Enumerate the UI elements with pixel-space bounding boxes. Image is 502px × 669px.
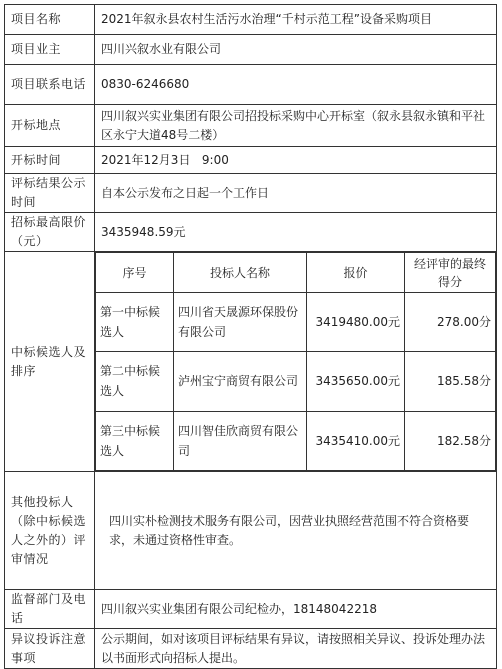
owner-value: 四川兴叙水业有限公司 [95,35,497,65]
period-value: 自本公示发布之日起一个工作日 [95,174,497,213]
candidate-price: 3435650.00元 [307,352,405,411]
candidates-table [95,252,496,471]
location-label: 开标地点 [5,105,95,147]
candidate-rank: 第二中标候选人 [96,352,174,411]
candidates-header-row [96,253,496,293]
candidate-name: 泸州宝宁商贸有限公司 [174,352,307,411]
project-name-label: 项目名称 [5,5,95,35]
candidate-price: 3435410.00元 [307,411,405,470]
table-row [96,352,496,411]
table-row [96,411,496,470]
max-price-value: 3435948.59元 [95,213,497,252]
header-name: 投标人名称 [174,253,307,293]
project-name-value: 2021年叙永县农村生活污水治理“千村示范工程”设备采购项目 [95,5,497,35]
candidate-rank: 第三中标候选人 [96,411,174,470]
candidate-rank: 第一中标候选人 [96,293,174,352]
row-location [5,105,497,147]
row-candidates [5,252,497,472]
row-objection [5,629,497,669]
supervisor-value: 四川叙兴实业集团有限公司纪检办，18148042218 [95,590,497,629]
table-row [96,293,496,352]
candidate-price: 3419480.00元 [307,293,405,352]
supervisor-label: 监督部门及电话 [5,590,95,629]
candidate-score: 278.00分 [405,293,496,352]
candidates-cell [95,252,497,472]
contact-value: 0830-6246680 [95,65,497,105]
row-owner [5,35,497,65]
bid-result-table [4,4,497,669]
header-rank: 序号 [96,253,174,293]
row-period [5,174,497,213]
period-label: 评标结果公示时间 [5,174,95,213]
time-label: 开标时间 [5,147,95,174]
others-label: 其他投标人（除中标候选人之外的）评审情况 [5,472,95,590]
candidate-score: 182.58分 [405,411,496,470]
header-price: 报价 [307,253,405,293]
row-project-name [5,5,497,35]
owner-label: 项目业主 [5,35,95,65]
candidates-label: 中标候选人及排序 [5,252,95,472]
candidate-score: 185.58分 [405,352,496,411]
others-value: 四川实朴检测技术服务有限公司，因营业执照经营范围不符合资格要求，未通过资格性审查。 [95,472,497,590]
candidate-name: 四川省天晟源环保股份有限公司 [174,293,307,352]
row-others [5,472,497,590]
row-time [5,147,497,174]
row-supervisor [5,590,497,629]
location-value: 四川叙兴实业集团有限公司招投标采购中心开标室（叙永县叙永镇和平社区永宁大道48号二楼） [95,105,497,147]
objection-label: 异议投诉注意事项 [5,629,95,669]
time-value: 2021年12月3日 9:00 [95,147,497,174]
header-score: 经评审的最终得分 [405,253,496,293]
objection-value: 公示期间，如对该项目评标结果有异议，请按照相关异议、投诉处理办法以书面形式向招标人提出。 [95,629,497,669]
row-contact [5,65,497,105]
row-max-price [5,213,497,252]
contact-label: 项目联系电话 [5,65,95,105]
candidate-name: 四川智佳欣商贸有限公司 [174,411,307,470]
max-price-label: 招标最高限价（元） [5,213,95,252]
